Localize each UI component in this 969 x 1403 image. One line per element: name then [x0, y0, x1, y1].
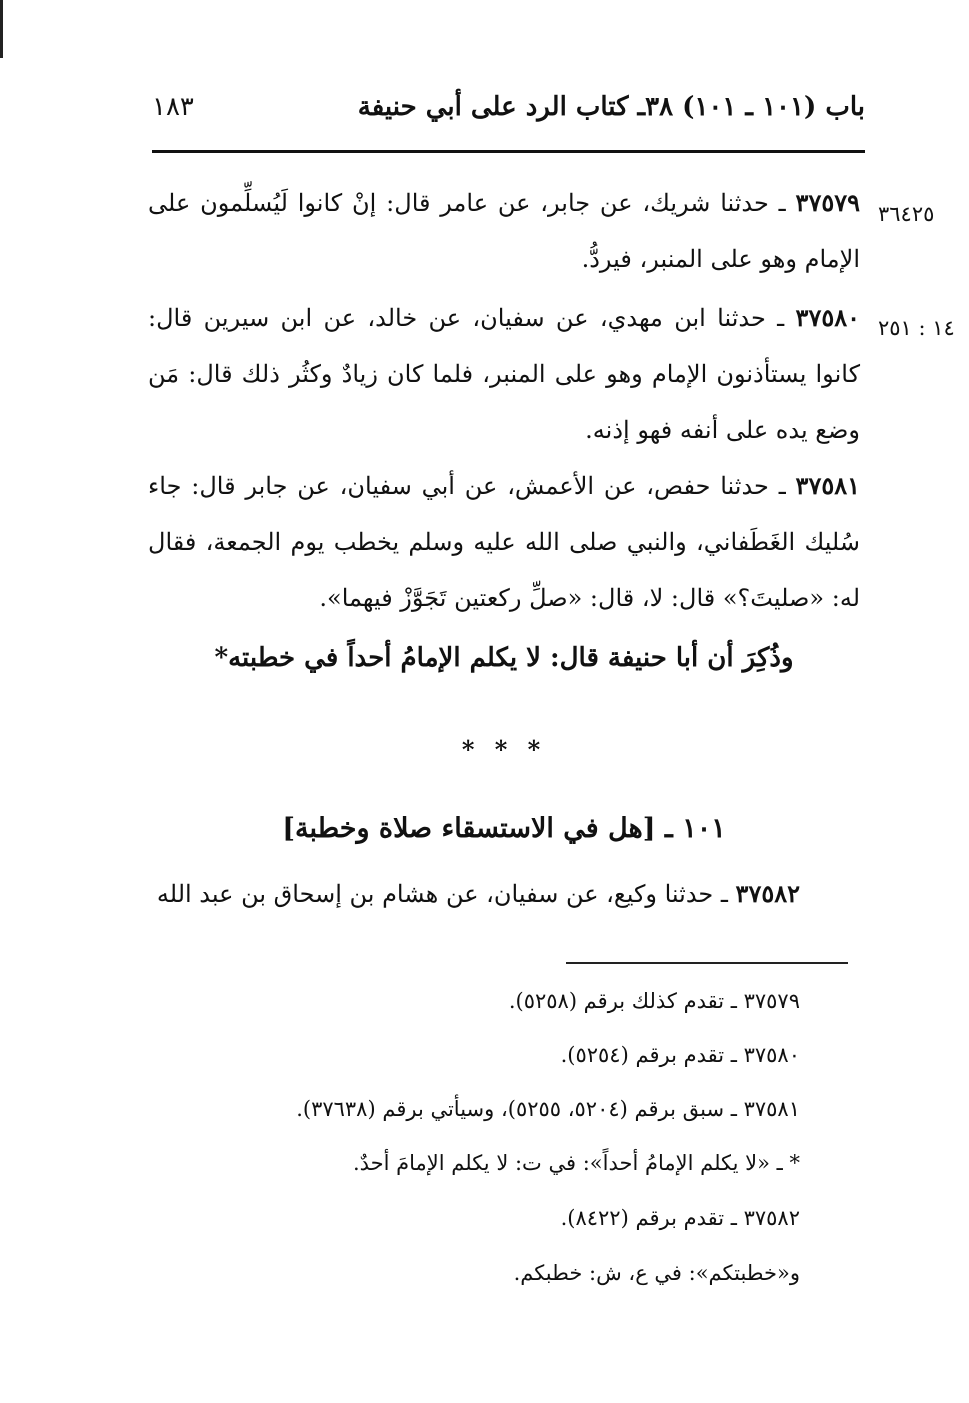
footnote: ٣٧٥٧٩ ـ تقدم كذلك برقم (٥٢٥٨). — [508, 989, 800, 1013]
hadith-text: ـ حدثنا حفص، عن الأعمش، عن أبي سفيان، عن جابر قال: جاء سُليك الغَطَفاني، والنبي صلى الله عليه وسلم يخطب يوم الجمعة، فقال له: «صليتَ؟» قال: لا، قال: «صلِّ ركعتين تَجَوَّزْ فيهما». — [148, 472, 860, 612]
hadith-text: ـ حدثنا ابن مهدي، عن سفيان، عن خالد، عن ابن سيرين قال: كانوا يستأذنون الإمام وهو على المنبر، فلما كان زيادٌ وكثُر ذلك قال: مَن وضع يده على أنفه فهو إذنه. — [148, 304, 860, 444]
page-number: ١٨٣ — [152, 92, 194, 122]
hadith-paragraph — [148, 175, 860, 287]
hadith-paragraph — [130, 866, 800, 922]
footnote: و«خطبتكم»: في ع، ش: خطبكم. — [513, 1261, 800, 1285]
page-header — [152, 92, 865, 136]
section-separator: * * * — [461, 735, 547, 764]
margin-reference: ٣٦٤٢٥ — [878, 202, 935, 226]
hadith-text: ـ حدثنا وكيع، عن سفيان، عن هشام بن إسحاق بن عبد الله — [156, 880, 736, 908]
footnote: ٣٧٥٨٢ ـ تقدم برقم (٨٤٢٢). — [560, 1206, 800, 1230]
footnote: * ـ «لا يكلم الإمامُ أحداً»: في ت: لا يكلم الإمامَ أحدٌ. — [352, 1151, 800, 1175]
hadith-text: ـ حدثنا شريك، عن جابر، عن عامر قال: إنْ كانوا لَيُسلِّمون على الإمام وهو على المنبر، فيردُّ. — [148, 189, 860, 273]
scan-edge-line — [0, 0, 3, 58]
margin-reference: ١٤ : ٢٥١ — [878, 316, 955, 340]
header-divider — [152, 150, 865, 153]
hadith-number: ٣٧٥٨٠ — [795, 303, 860, 332]
running-title: باب (١٠١ ـ ١٠١) ٣٨ـ كتاب الرد على أبي حنيفة — [357, 92, 865, 122]
chapter-heading: ١٠١ ـ [هل في الاستسقاء صلاة وخطبة] — [282, 813, 726, 844]
footnote: ٣٧٥٨٠ ـ تقدم برقم (٥٢٥٤). — [560, 1043, 800, 1067]
hadith-number: ٣٧٥٧٩ — [795, 188, 860, 217]
abu-hanifa-statement: وذُكِرَ أن أبا حنيفة قال: لا يكلم الإمامُ أحداً في خطبته* — [214, 643, 794, 673]
hadith-paragraph — [148, 458, 860, 626]
hadith-paragraph — [148, 290, 860, 458]
footnote-divider — [566, 962, 848, 964]
hadith-number: ٣٧٥٨٢ — [735, 879, 800, 908]
hadith-number: ٣٧٥٨١ — [795, 471, 860, 500]
footnote: ٣٧٥٨١ ـ سبق برقم (٥٢٠٤، ٥٢٥٥)، وسيأتي برقم (٣٧٦٣٨). — [296, 1097, 800, 1121]
